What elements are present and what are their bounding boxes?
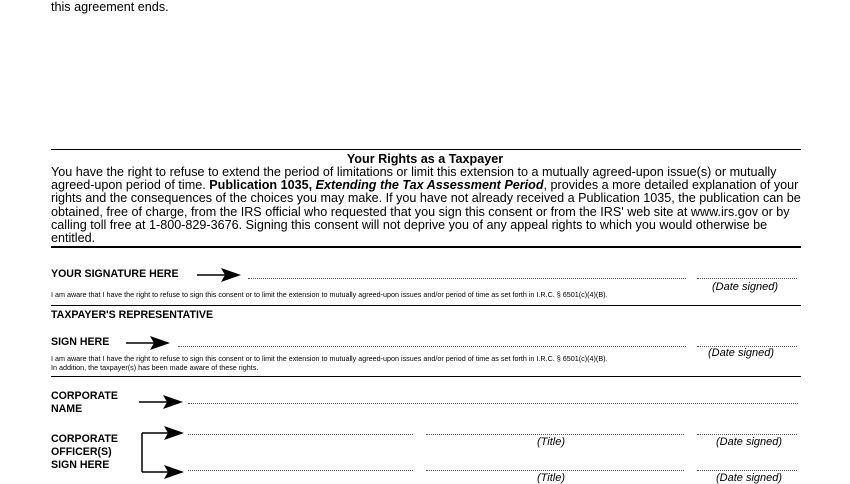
corporate-officer-title-label-1: (Title)	[537, 436, 566, 448]
corporate-name-line-1: CORPORATE	[51, 390, 118, 402]
representative-sign-label: SIGN HERE	[51, 336, 110, 348]
bracket-arrow-icon	[138, 426, 186, 479]
corporate-officer-signature-field-1[interactable]	[188, 434, 413, 435]
arrow-right-icon	[197, 268, 243, 282]
corporate-name-line-2: NAME	[51, 403, 83, 415]
corporate-officer-date-label-2: (Date signed)	[716, 472, 783, 484]
representative-signature-field[interactable]	[178, 346, 686, 347]
rights-paragraph	[51, 166, 806, 245]
corporate-officer-line-1: CORPORATE	[51, 433, 118, 445]
corporate-officer-signature-field-2[interactable]	[188, 470, 413, 471]
corporate-officer-date-field-1[interactable]	[697, 434, 797, 435]
corporate-officer-line-2: OFFICER(S)	[51, 446, 112, 458]
publication-label: Publication 1035,	[209, 178, 313, 193]
corporate-officer-title-field-2[interactable]	[426, 470, 684, 471]
corporate-top-rule	[51, 376, 801, 377]
rights-text-2: , provides a more detailed explanation of your rights and the consequences of the choices you may make. If you have not already received a Publication 1035, the publication can be obtained, free of charge, from the IRS official who requested that you sign this consent or from the IRS' web site at www.irs.gov or by calling toll free at 1-800-829-3676. Signing this consent will not deprive you of any appeal rights to which you would otherwise be entitled.	[51, 178, 801, 246]
rights-top-rule	[51, 149, 801, 150]
arrow-right-icon	[139, 395, 185, 409]
rights-heading: Your Rights as a Taxpayer	[346, 152, 504, 166]
corporate-name-label	[51, 390, 118, 416]
publication-title: Extending the Tax Assessment Period	[315, 178, 544, 193]
corporate-officer-date-label-1: (Date signed)	[716, 436, 783, 448]
rights-text-1: You have the right to refuse to extend the period of limitations or limit this extension to a mutually agreed-upon issue(s) or mutually agreed-upon period of time.	[51, 165, 777, 193]
rights-bottom-rule	[51, 246, 801, 248]
your-signature-date-field[interactable]	[697, 278, 797, 279]
corporate-officer-line-3: SIGN HERE	[51, 459, 110, 471]
corporate-officer-title-field-1[interactable]	[426, 434, 684, 435]
representative-heading: TAXPAYER'S REPRESENTATIVE	[51, 309, 214, 321]
representative-note-2: In addition, the taxpayer(s) has been made aware of these rights.	[51, 363, 259, 372]
corporate-officer-label	[51, 433, 118, 472]
your-signature-note: I am aware that I have the right to refuse to sign this consent or to limit the extension to mutually agreed-upon issues and/or period of time as set forth in I.R.C. § 6501(c)(4)(B).	[51, 290, 608, 299]
corporate-name-field[interactable]	[188, 403, 798, 404]
your-signature-field[interactable]	[248, 278, 686, 279]
corporate-officer-date-field-2[interactable]	[697, 470, 797, 471]
arrow-right-icon	[126, 336, 172, 350]
your-signature-date-label: (Date signed)	[712, 281, 779, 293]
representative-date-label: (Date signed)	[708, 347, 775, 359]
agreement-ends-text: this agreement ends.	[51, 0, 169, 14]
corporate-officer-title-label-2: (Title)	[537, 472, 566, 484]
representative-top-rule	[51, 305, 801, 306]
representative-note-1: I am aware that I have the right to refuse to sign this consent or to limit the extension to mutually agreed-upon issues and/or period of time as set forth in I.R.C. § 6501(c)(4)(B).	[51, 354, 608, 363]
your-signature-label: YOUR SIGNATURE HERE	[51, 268, 179, 280]
